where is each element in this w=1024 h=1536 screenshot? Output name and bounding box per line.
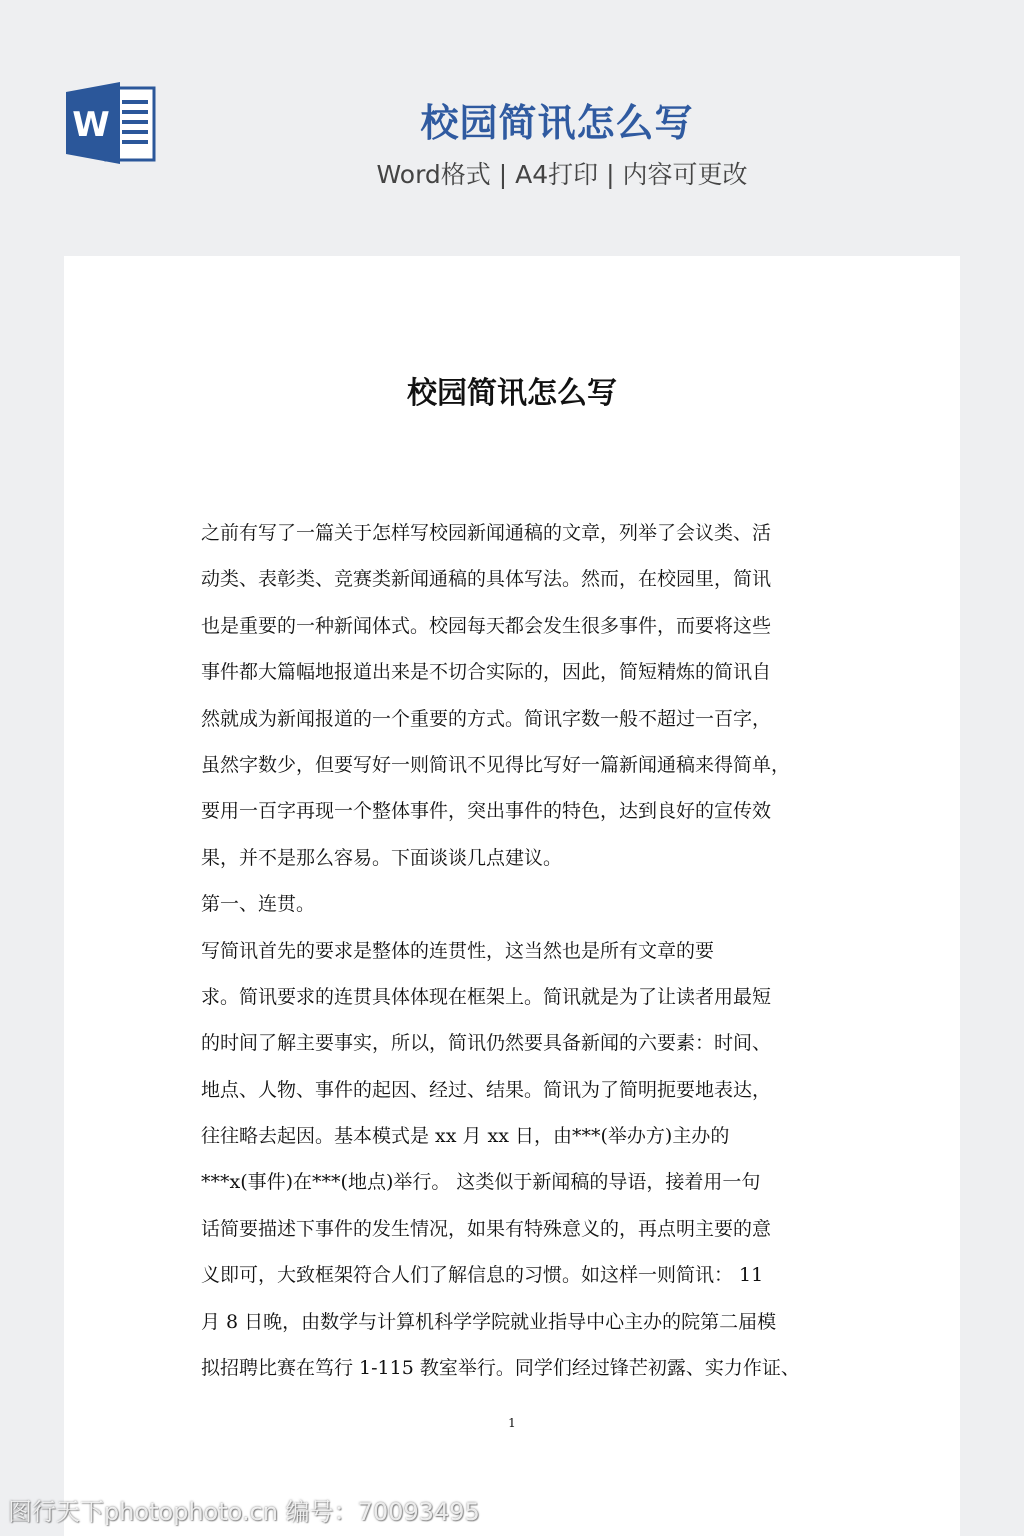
body-line: 要用一百字再现一个整体事件，突出事件的特色，达到良好的宣传效 xyxy=(201,800,772,823)
word-logo-letter: W xyxy=(72,105,110,145)
body-line: 动类、表彰类、竞赛类新闻通稿的具体写法。然而，在校园里，简讯 xyxy=(201,568,772,591)
header-subtitle: Word格式 | A4打印 | 内容可更改 xyxy=(376,160,748,189)
body-line: 也是重要的一种新闻体式。校园每天都会发生很多事件，而要将这些 xyxy=(201,614,772,637)
body-line: 的时间了解主要事实，所以，简讯仍然要具备新闻的六要素：时间、 xyxy=(201,1032,772,1055)
document-page xyxy=(64,256,960,1536)
document-body xyxy=(201,510,841,1391)
body-line: 事件都大篇幅地报道出来是不切合实际的，因此，简短精炼的简讯自 xyxy=(201,661,772,684)
body-line: 往往略去起因。基本模式是 xx 月 xx 日，由***(举办方)主办的 xyxy=(201,1125,730,1148)
body-line: 月 8 日晚，由数学与计算机科学学院就业指导中心主办的院第二届模 xyxy=(201,1310,777,1333)
body-line: 地点、人物、事件的起因、经过、结果。简讯为了简明扼要地表达， xyxy=(201,1078,772,1101)
body-line: 写简讯首先的要求是整体的连贯性，这当然也是所有文章的要 xyxy=(201,939,715,962)
body-line: 虽然字数少，但要写好一则简讯不见得比写好一篇新闻通稿来得简单， xyxy=(201,753,791,776)
header-banner xyxy=(0,0,1024,250)
body-line: ***x(事件)在***(地点)举行。 这类似于新闻稿的导语，接着用一句 xyxy=(201,1171,761,1194)
body-line: 然就成为新闻报道的一个重要的方式。简讯字数一般不超过一百字， xyxy=(201,707,772,730)
body-line: 第一、连贯。 xyxy=(201,893,316,916)
body-line: 话简要描述下事件的发生情况，如果有特殊意义的，再点明主要的意 xyxy=(201,1217,772,1240)
body-line: 之前有写了一篇关于怎样写校园新闻通稿的文章，列举了会议类、活 xyxy=(201,522,772,544)
header-title: 校园简讯怎么写 xyxy=(420,101,694,145)
body-line: 义即可，大致框架符合人们了解信息的习惯。如这样一则简讯： 11 xyxy=(201,1264,764,1287)
body-line: 求。简讯要求的连贯具体体现在框架上。简讯就是为了让读者用最短 xyxy=(201,985,772,1008)
document-title: 校园简讯怎么写 xyxy=(407,376,617,411)
body-line: 果，并不是那么容易。下面谈谈几点建议。 xyxy=(201,846,563,869)
body-line: 拟招聘比赛在笃行 1-115 教室举行。同学们经过锋芒初露、实力作证、 xyxy=(201,1357,800,1380)
watermark-text: 图行天下photophoto.cn 编号：70093495 xyxy=(8,1498,480,1526)
page-number: 1 xyxy=(508,1416,516,1430)
